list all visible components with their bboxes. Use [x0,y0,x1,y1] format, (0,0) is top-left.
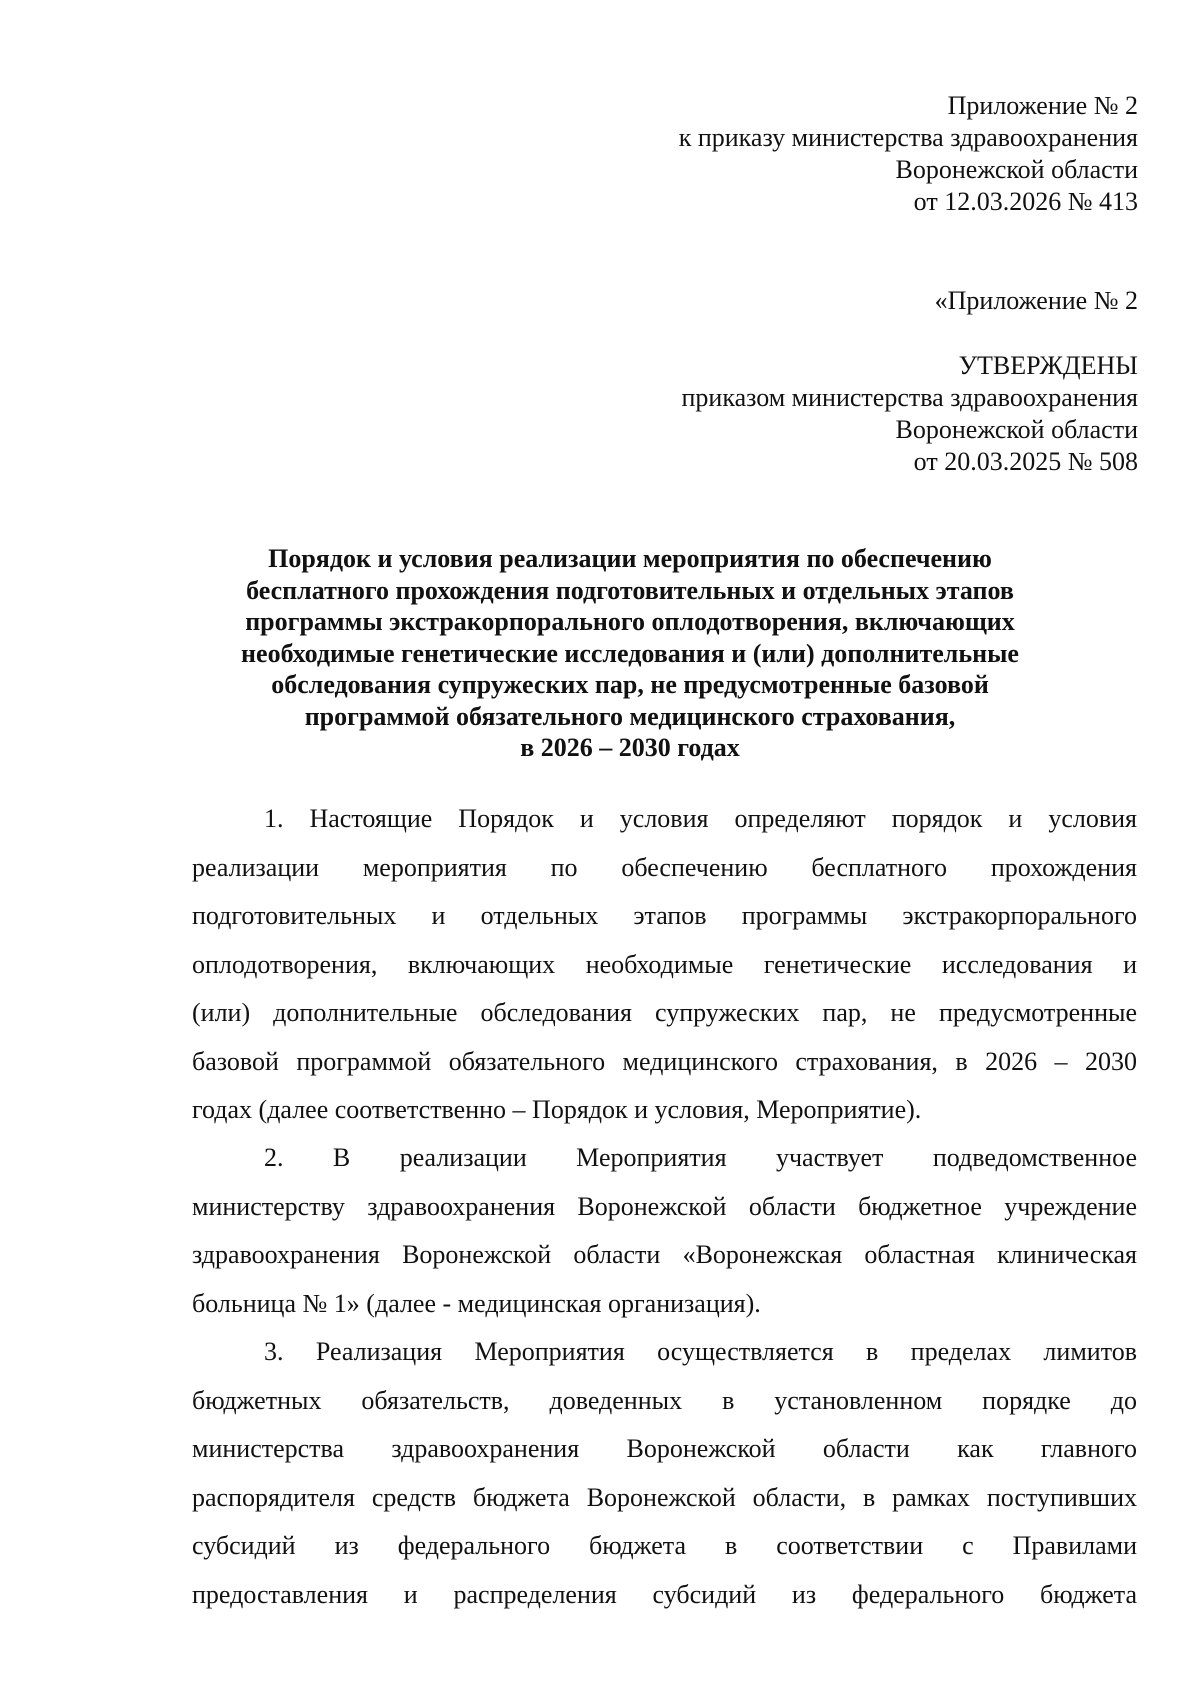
title-line: Порядок и условия реализации мероприятия по обеспечению [268,544,992,573]
paragraph-line: реализации мероприятия по обеспечению бесплатного прохождения [192,852,1137,882]
paragraph-line: министерству здравоохранения Воронежской области бюджетное учреждение [192,1191,1137,1221]
title-line: необходимые генетические исследования и (или) дополнительные [241,638,1019,668]
paragraph-1 [192,795,1137,1135]
title-line: программой обязательного медицинского страхования, [304,701,956,731]
paragraph-line: оплодотворения, включающих необходимые генетические исследования и [192,949,1137,979]
approved-line: Воронежской области [895,415,1138,444]
approved-line: приказом министерства здравоохранения [681,383,1138,412]
approved-block [682,350,1139,478]
document-title [150,543,1110,764]
paragraph-line: годах (далее соответственно – Порядок и условия, Мероприятие). [192,1095,922,1124]
paragraph-2 [192,1134,1137,1328]
paragraph-line: бюджетных обязательств, доведенных в установленном порядке до [192,1385,1137,1415]
paragraph-3 [192,1328,1137,1619]
paragraph-line: 3. Реализация Мероприятия осуществляется в пределах лимитов [264,1337,1137,1366]
paragraph-line: больница № 1» (далее - медицинская организация). [192,1288,761,1318]
paragraph-line: (или) дополнительные обследования супружеских пар, не предусмотренные [192,998,1137,1027]
quoted-appendix-label: «Приложение № 2 [934,286,1138,315]
title-line: в 2026 – 2030 годах [520,733,740,762]
paragraph-line: распорядителя средств бюджета Воронежской области, в рамках поступивших [192,1482,1137,1512]
paragraph-line: подготовительных и отдельных этапов программы экстракорпорального [192,901,1137,930]
appendix-header-line: Приложение № 2 [947,91,1138,120]
appendix-header-line: от 12.03.2026 № 413 [913,187,1138,216]
paragraph-line: базовой программой обязательного медицинского страхования, в 2026 – 2030 [192,1046,1137,1076]
paragraph-line: субсидий из федерального бюджета в соответствии с Правилами [192,1531,1137,1560]
title-line: обследования супружеских пар, не предусмотренные базовой [271,670,989,699]
appendix-header-line: к приказу министерства здравоохранения [678,123,1138,152]
paragraph-line: здравоохранения Воронежской области «Воронежская областная клиническая [192,1240,1137,1269]
title-line: бесплатного прохождения подготовительных и отдельных этапов [246,575,1014,605]
paragraph-line: 2. В реализации Мероприятия участвует подведомственное [264,1143,1137,1172]
paragraph-line: министерства здравоохранения Воронежской области как главного [192,1434,1137,1463]
paragraph-line: предоставления и распределения субсидий из федерального бюджета [192,1579,1137,1609]
approved-heading: УТВЕРЖДЕНЫ [958,351,1138,380]
appendix-header-line: Воронежской области [895,155,1138,184]
appendix-header [679,90,1138,218]
approved-line: от 20.03.2025 № 508 [913,447,1138,476]
paragraph-line: 1. Настоящие Порядок и условия определяют порядок и условия [264,804,1137,833]
quoted-appendix [935,285,1138,317]
title-line: программы экстракорпорального оплодотворения, включающих [245,607,1015,636]
